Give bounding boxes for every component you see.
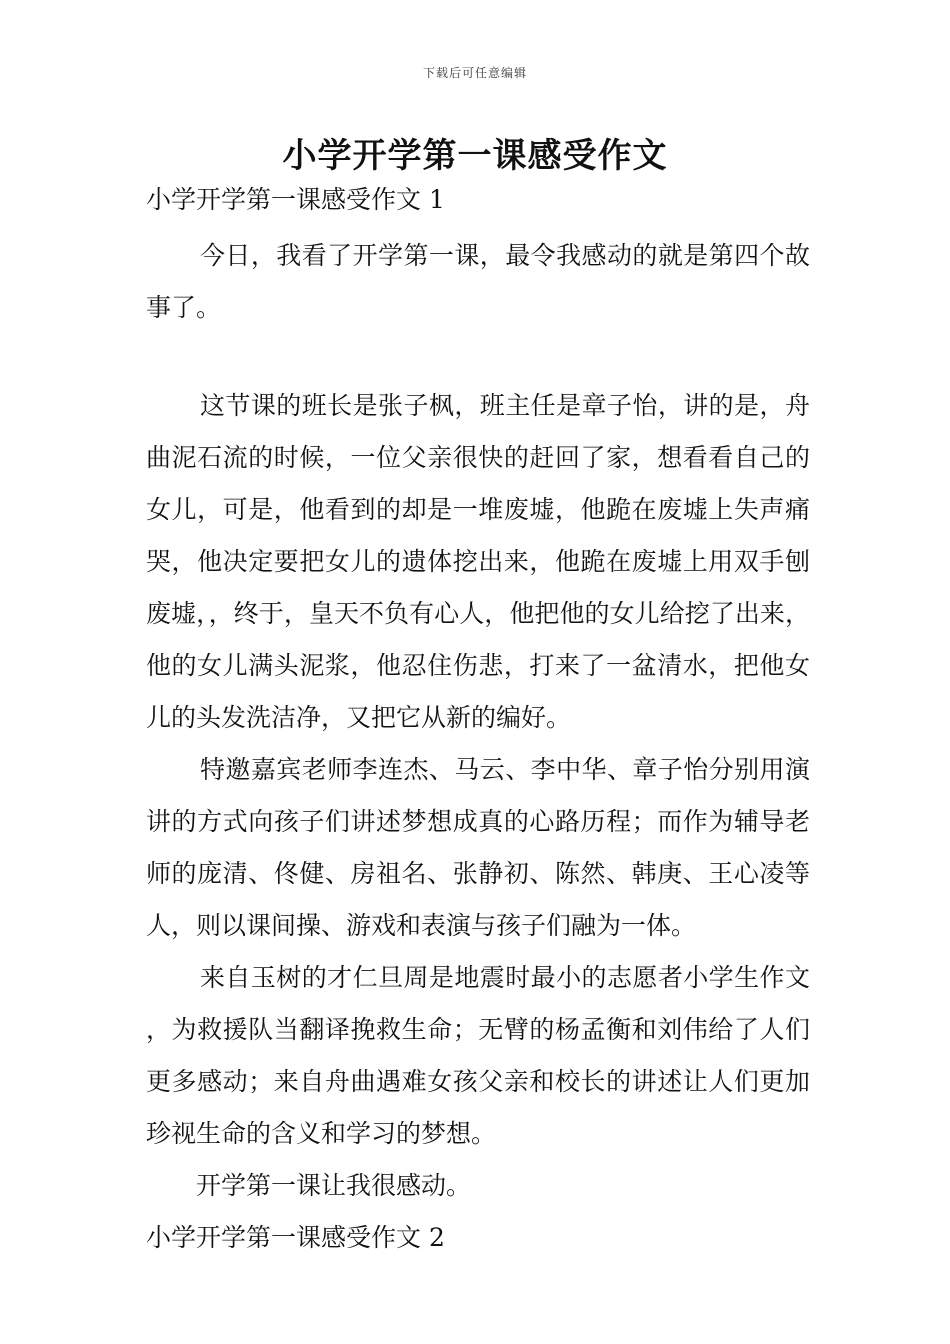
paragraph-4: 来自玉树的才仁旦周是地震时最小的志愿者小学生作文 ，为救援队当翻译挽救生命；无臂的杨孟衡和刘伟给了人们更多感动；来自舟曲遇难女孩父亲和校长的讲述让人们更加珍视生命的含义和学习的梦想。	[146, 963, 810, 1148]
paragraph-3: 特邀嘉宾老师李连杰、马云、李中华、章子怡分别用演讲的方式向孩子们讲述梦想成真的心路历程；而作为辅导老师的庞清、佟健、房祖名、张静初、陈然、韩庚、王心凌等人，则以课间操、游戏和表演与孩子们融为一体。	[146, 755, 810, 940]
paragraph-2: 这节课的班长是张子枫，班主任是章子怡，讲的是，舟曲泥石流的时候，一位父亲很快的赶回了家，想看看自己的女儿，可是，他看到的却是一堆废墟，他跪在废墟上失声痛哭，他决定要把女儿的遗体挖出来，他跪在废墟上用双手刨废墟，，终于，皇天不负有心人，他把他的女儿给挖了出来，他的女儿满头泥浆，他忍住伤悲，打来了一盆清水，把他女儿的头发洗洁净，又把它从新的编好。	[146, 391, 810, 732]
document-body	[146, 182, 810, 1264]
section-heading-2: 小学开学第一课感受作文 2	[146, 1223, 445, 1252]
paragraph-5: 开学第一课让我很感动。	[196, 1171, 472, 1200]
header-note: 下载后可任意编辑	[422, 66, 527, 80]
paragraph-1: 今日，我看了开学第一课，最令我感动的就是第四个故事了。	[146, 241, 810, 322]
document-title: 小学开学第一课感受作文	[282, 136, 668, 176]
section-heading-1: 小学开学第一课感受作文 1	[146, 185, 445, 214]
